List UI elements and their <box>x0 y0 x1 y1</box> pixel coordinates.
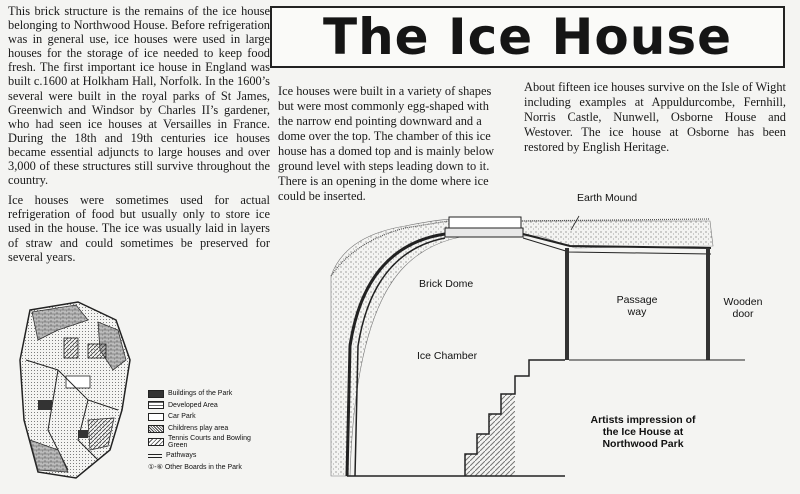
legend-label: Car Park <box>168 413 196 421</box>
survivors-paragraph: About fifteen ice houses survive on the Isle of Wight including examples at Appuldurcombe, Fernhill, Norris Castle, Nunwell, Osborne House and Westover. The ice house at Osborne has been restored by English Heritage. <box>524 80 786 154</box>
pathways-swatch <box>148 454 162 458</box>
wooden-door-label: Wooden door <box>723 296 763 320</box>
legend-item <box>148 388 268 400</box>
page-title: The Ice House <box>322 8 733 66</box>
legend-item <box>148 411 268 423</box>
map-legend <box>148 388 268 474</box>
developed-swatch <box>148 401 164 409</box>
park-map <box>18 300 138 480</box>
intro-text-column <box>8 4 270 270</box>
brick-dome-label: Brick Dome <box>419 278 474 290</box>
car-park-swatch <box>148 413 164 421</box>
earth-mound-label: Earth Mound <box>577 192 638 204</box>
legend-label: Buildings of the Park <box>168 390 233 398</box>
title-panel <box>270 6 785 68</box>
intro-paragraph-history: This brick structure is the remains of the ice house belonging to Northwood House. Before refrigeration was in general use, ice houses were used in large houses for the storage of ice needed to keep food fresh. The first important ice house in England was built c.1600 at Holkham Hall, Norfolk. In the 1600’s several were built in the royal parks of St James, Greenwich and Windsor by Charles II’s gardener, who had seen ice houses at Versailles in France. During the 18th and 19th centuries ice houses became essential adjuncts to large houses and over 3,000 of these structures still survive throughout the country. <box>8 4 270 188</box>
legend-item <box>148 450 268 462</box>
play-area-swatch <box>148 425 164 433</box>
cross-section-drawing <box>325 186 795 486</box>
legend-label: Tennis Courts and Bowling Green <box>168 434 251 450</box>
legend-label: Pathways <box>166 452 197 460</box>
ice-house-cross-section <box>325 186 795 486</box>
intro-paragraph-usage: Ice houses were sometimes used for actual refrigeration of food but usually only to store ice used in the house. The ice was usually laid in layers of straw and could sometimes be preserved for several years. <box>8 193 270 264</box>
passage-way-label: Passage way <box>616 294 658 318</box>
tennis-swatch <box>148 438 164 446</box>
legend-item <box>148 423 268 435</box>
diagram-caption: Artists impression of the Ice House at Northwood Park <box>590 414 696 450</box>
survivors-text-column <box>524 80 786 155</box>
legend-item <box>148 434 268 450</box>
ice-chamber-label: Ice Chamber <box>417 350 478 362</box>
legend-label: Childrens play area <box>168 424 229 432</box>
legend-label: Developed Area <box>168 401 218 409</box>
park-map-drawing <box>18 300 138 480</box>
buildings-swatch <box>148 390 164 398</box>
shape-paragraph: Ice houses were built in a variety of shapes but were most commonly egg-shaped with the narrow end pointing downward and a dome over the top. The chamber of this ice house has a domed top and is mainly below ground level with steps leading down to it. There is an opening in the dome where ice could be inserted. <box>278 84 495 203</box>
legend-item <box>148 462 268 474</box>
legend-label: ①-⑥ Other Boards in the Park <box>148 464 242 472</box>
legend-item <box>148 400 268 412</box>
